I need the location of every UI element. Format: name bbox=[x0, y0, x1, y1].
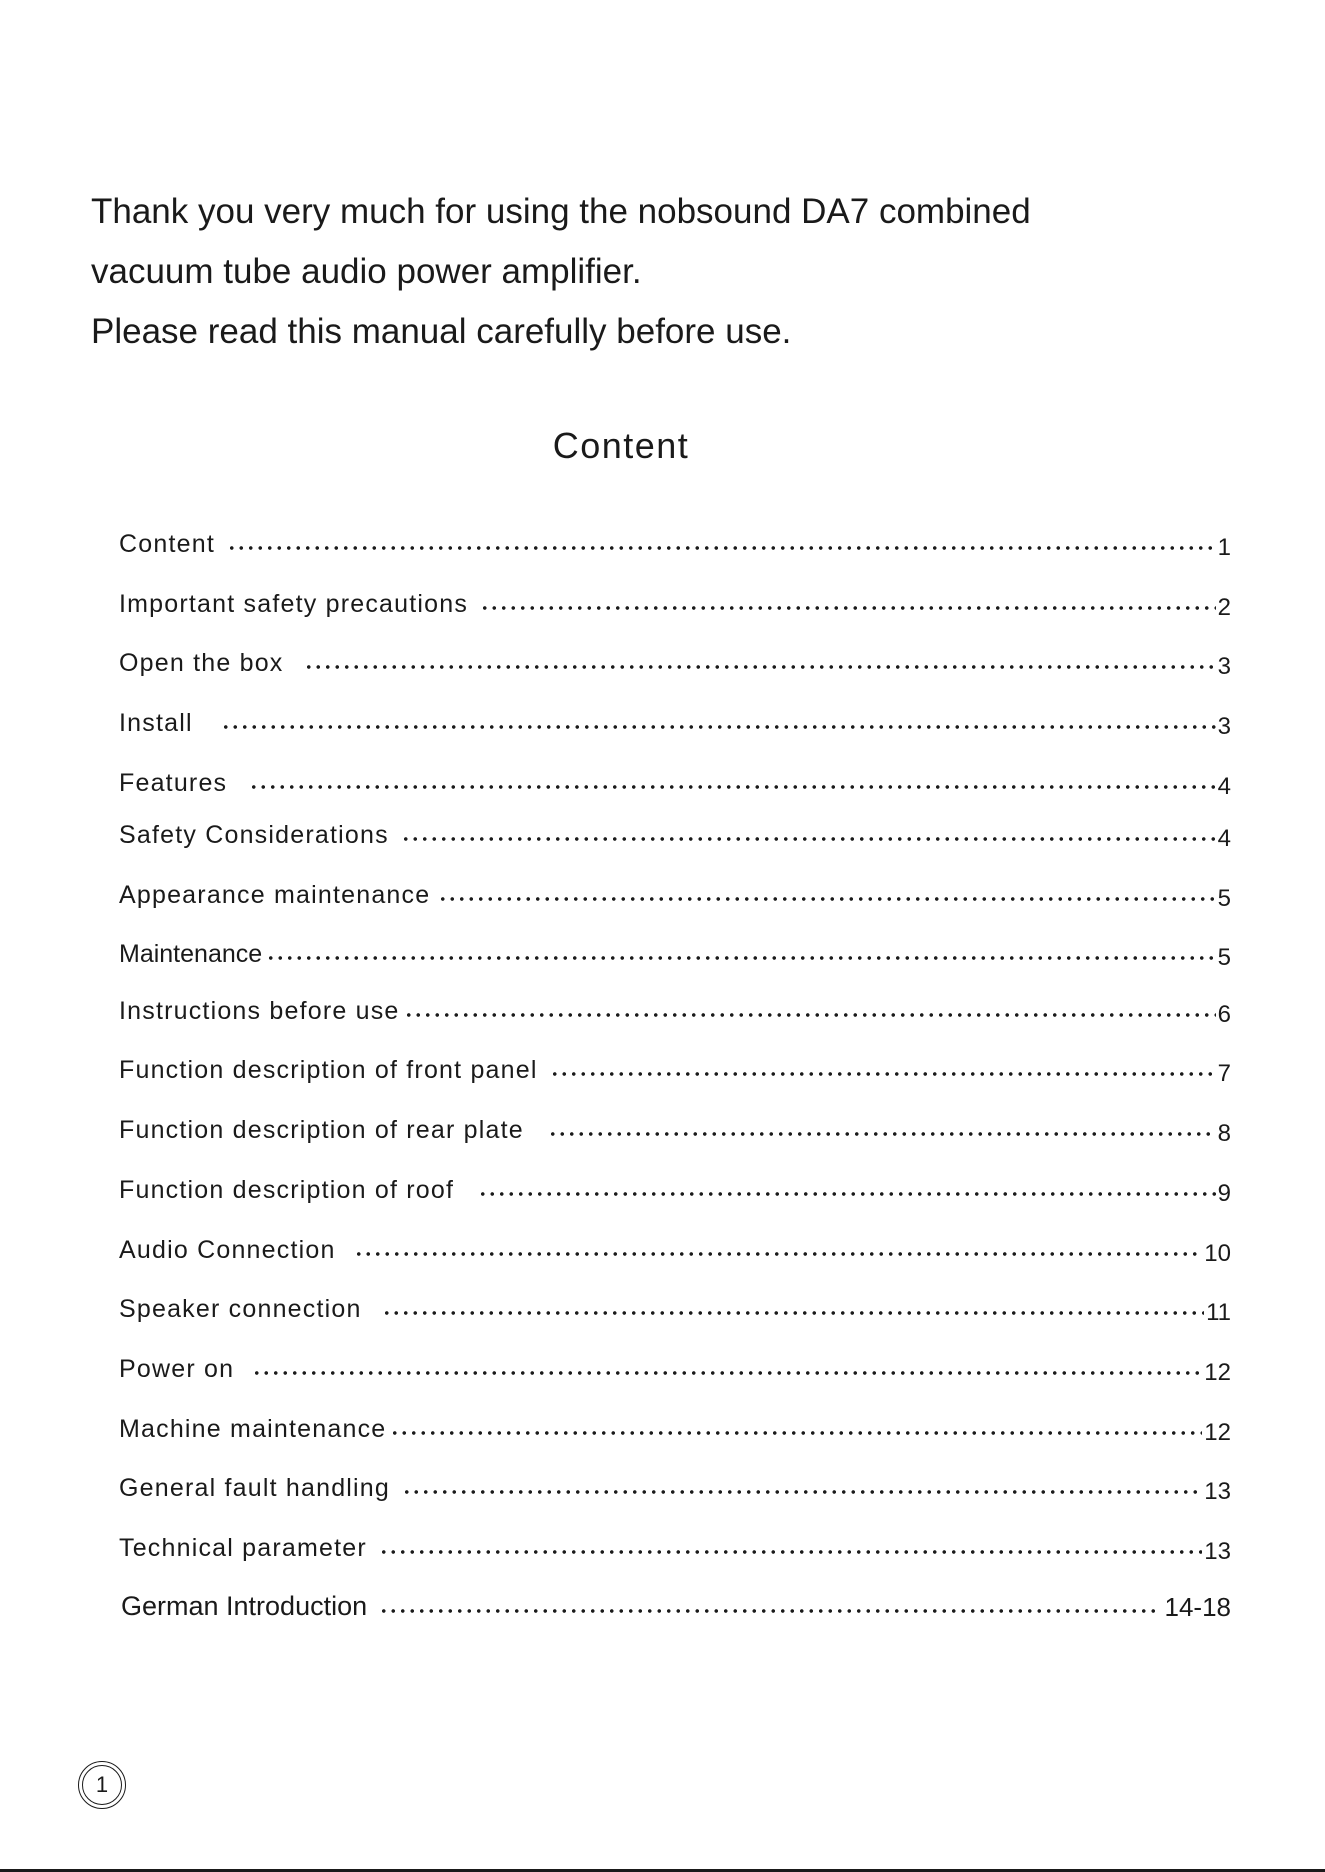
toc-entry-page: 9 bbox=[1217, 1180, 1231, 1207]
toc-entry-title: Install bbox=[119, 709, 193, 737]
page-number-badge bbox=[78, 1761, 126, 1809]
toc-entry-page: 11 bbox=[1206, 1299, 1231, 1326]
toc-entry-page: 13 bbox=[1204, 1538, 1231, 1565]
toc-entry-title: Function description of front panel bbox=[119, 1056, 538, 1084]
toc-entry-title: Function description of rear plate bbox=[119, 1116, 524, 1144]
toc-entry[interactable] bbox=[119, 935, 1231, 969]
toc-entry[interactable] bbox=[119, 1290, 1231, 1324]
toc-entry-page: 3 bbox=[1217, 713, 1231, 740]
toc-entry-page: 10 bbox=[1204, 1240, 1231, 1267]
dot-leader bbox=[266, 935, 1215, 969]
toc-entry[interactable] bbox=[119, 876, 1231, 910]
toc-entry-title: Maintenance bbox=[119, 940, 263, 968]
dot-leader bbox=[401, 816, 1216, 850]
content-heading: Content bbox=[552, 425, 690, 466]
dot-leader bbox=[249, 764, 1215, 798]
toc-entry[interactable] bbox=[119, 1588, 1231, 1622]
toc-entry-page: 14-18 bbox=[1164, 1592, 1231, 1622]
page-number: 1 bbox=[82, 1765, 122, 1805]
toc-entry-title: Technical parameter bbox=[119, 1534, 367, 1562]
toc-entry-title: Features bbox=[119, 769, 228, 797]
dot-leader bbox=[438, 876, 1215, 910]
toc-entry-page: 4 bbox=[1217, 825, 1231, 852]
toc-entry-page: 6 bbox=[1217, 1001, 1231, 1028]
toc-entry[interactable] bbox=[119, 992, 1231, 1026]
dot-leader bbox=[548, 1111, 1216, 1145]
toc-entry[interactable] bbox=[119, 585, 1231, 619]
intro-text bbox=[91, 182, 1241, 362]
toc-entry[interactable] bbox=[119, 1410, 1231, 1444]
toc-entry-title: Audio Connection bbox=[119, 1236, 336, 1264]
toc-entry-title: Power on bbox=[119, 1355, 235, 1383]
dot-leader bbox=[402, 1469, 1202, 1503]
toc-entry[interactable] bbox=[119, 704, 1231, 738]
toc-entry-page: 3 bbox=[1217, 653, 1231, 680]
toc-entry[interactable] bbox=[119, 1171, 1231, 1205]
toc-entry-title: German Introduction bbox=[121, 1591, 368, 1621]
dot-leader bbox=[382, 1290, 1204, 1324]
toc-entry[interactable] bbox=[119, 1231, 1231, 1265]
intro-line-2: vacuum tube audio power amplifier. bbox=[91, 252, 642, 291]
toc-entry-title: Important safety precautions bbox=[119, 590, 469, 618]
toc-entry-title: Instructions before use bbox=[119, 997, 400, 1025]
dot-leader bbox=[550, 1051, 1216, 1085]
toc-entry-title: Safety Considerations bbox=[119, 821, 389, 849]
toc-entry-title: Appearance maintenance bbox=[119, 881, 431, 909]
dot-leader bbox=[379, 1529, 1202, 1563]
toc-entry-title: Function description of roof bbox=[119, 1176, 455, 1204]
toc-entry-title: Open the box bbox=[119, 649, 284, 677]
dot-leader bbox=[404, 992, 1216, 1026]
toc-entry-page: 12 bbox=[1204, 1419, 1231, 1446]
toc-entry-page: 5 bbox=[1217, 885, 1231, 912]
toc-entry-title: Content bbox=[119, 530, 215, 558]
toc-entry[interactable] bbox=[119, 1051, 1231, 1085]
dot-leader bbox=[227, 525, 1216, 559]
toc-entry[interactable] bbox=[119, 1111, 1231, 1145]
toc-entry-page: 7 bbox=[1217, 1060, 1231, 1087]
toc-entry[interactable] bbox=[119, 764, 1231, 798]
dot-leader bbox=[480, 585, 1216, 619]
toc-entry[interactable] bbox=[119, 1469, 1231, 1503]
toc-entry-page: 8 bbox=[1217, 1120, 1231, 1147]
toc-entry-title: Machine maintenance bbox=[119, 1415, 387, 1443]
toc-entry-page: 2 bbox=[1217, 594, 1231, 621]
dot-leader bbox=[354, 1231, 1203, 1265]
toc-entry-page: 5 bbox=[1217, 944, 1231, 971]
dot-leader bbox=[304, 644, 1216, 678]
toc-entry-page: 1 bbox=[1217, 534, 1231, 561]
toc-entry-page: 13 bbox=[1204, 1478, 1231, 1505]
toc-entry[interactable] bbox=[119, 644, 1231, 678]
dot-leader bbox=[252, 1350, 1202, 1384]
dot-leader bbox=[390, 1410, 1202, 1444]
intro-line-3: Please read this manual carefully before use. bbox=[91, 312, 792, 351]
dot-leader bbox=[478, 1171, 1215, 1205]
intro-line-1: Thank you very much for using the nobsound DA7 combined bbox=[91, 192, 1031, 231]
dot-leader bbox=[379, 1588, 1154, 1622]
toc-entry[interactable] bbox=[119, 1350, 1231, 1384]
toc-entry-page: 12 bbox=[1204, 1359, 1231, 1386]
toc-entry[interactable] bbox=[119, 525, 1231, 559]
toc-entry-title: General fault handling bbox=[119, 1474, 391, 1502]
toc-entry-page: 4 bbox=[1217, 773, 1231, 800]
toc-entry-title: Speaker connection bbox=[119, 1295, 362, 1323]
dot-leader bbox=[221, 704, 1216, 738]
toc-entry[interactable] bbox=[119, 1529, 1231, 1563]
toc-entry[interactable] bbox=[119, 816, 1231, 850]
